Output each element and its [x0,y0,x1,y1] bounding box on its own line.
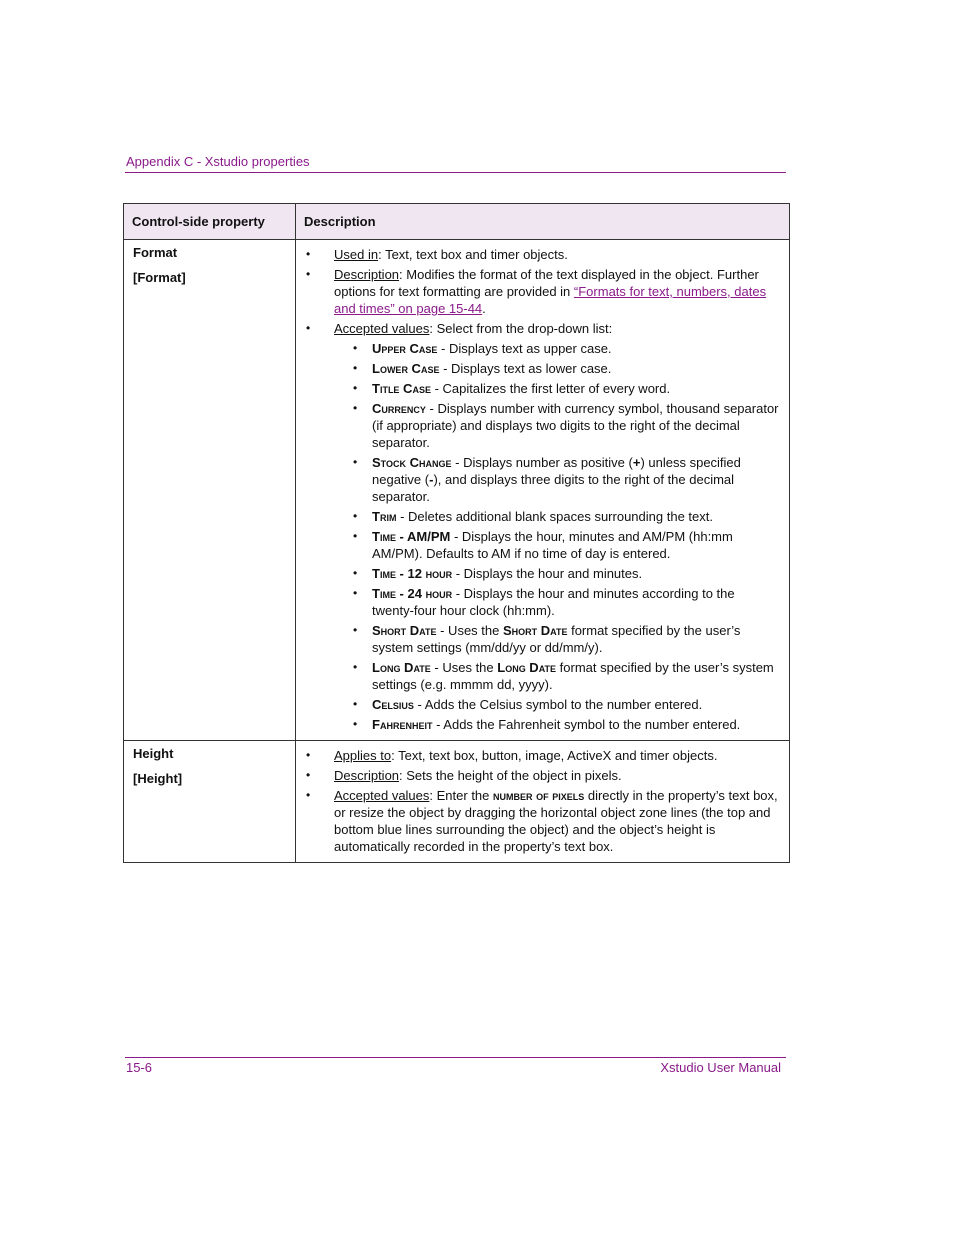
running-header: Appendix C - Xstudio properties [126,154,310,169]
property-name: Format [133,245,178,260]
list-item: • Applies to: Text, text box, button, image, ActiveX and timer objects. [306,748,718,763]
option-lower-case: • Lower Case - Displays text as lower case. [353,361,612,376]
property-cell-format [124,240,296,741]
list-item: • Description: Sets the height of the object in pixels. [306,768,622,783]
table-row-format [124,240,790,741]
option-long-date: • Long Date - Uses the Long Date format specified by the user’s system settings (e.g. mmmm dd, yyyy). [353,660,774,692]
property-tag: [Height] [133,771,183,786]
list-item: • Accepted values: Enter the number of pixels directly in the property’s text box, or resize the object by dragging the horizontal object zone lines (the top and bottom blue lines surrounding the object) and the object’s height is automatically recorded in the property’s text box. [306,788,778,854]
description-cell-height [296,741,790,863]
option-trim: • Trim - Deletes additional blank spaces surrounding the text. [353,509,713,524]
table-header-row [124,204,790,240]
properties-table [123,203,790,863]
page-number: 15-6 [126,1060,153,1075]
option-time-ampm: • Time - AM/PM - Displays the hour, minutes and AM/PM (hh:mm AM/PM). Defaults to AM if no time of day is entered. [353,529,733,561]
list-item: • Accepted values: Select from the drop-down list: • Upper Case - Displays text as upper case. • Lower Case - Displays text as lower case. • Title Case - Capitalizes the first letter of every word. • Currency - Displays number with currency symbol, thousand separator (if appropriate) and displays two digits to the right of the decimal separator. • Stock Change - Displays number as positive (+) unless specified negative (-), and displays three digits to the right of the decimal separator. • Trim - Deletes additional blank spaces surrounding the text. • Time - AM/PM - Displays the hour, minutes and AM/PM (hh:mm AM/PM). Defaults to AM if no time of day is entered. • Time - 12 hour - Displays the hour and minutes. • Time - 24 hour - Displays the hour and minutes according to the twenty-four hour clock (hh:mm). • Short Date - Uses the Short Date format specified by the user’s system settings (mm/dd/yy or dd/mm/y). • Long Date - Uses the Long Date format specified by the user’s system settings (e.g. mmmm dd, yyyy). • Celsius - Adds the Celsius symbol to the number entered. • Fahrenheit - Adds the Fahrenheit symbol to the number entered. [306,321,779,732]
option-title-case: • Title Case - Capitalizes the first letter of every word. [353,381,671,396]
property-cell-height [124,741,296,863]
option-time-12-hour: • Time - 12 hour - Displays the hour and minutes. [353,566,643,581]
option-celsius: • Celsius - Adds the Celsius symbol to the number entered. [353,697,703,712]
option-upper-case: • Upper Case - Displays text as upper case. [353,341,612,356]
column-header-property: Control-side property [124,204,296,240]
column-header-description: Description [296,204,790,240]
option-time-24-hour: • Time - 24 hour - Displays the hour and minutes according to the twenty-four hour clock (hh:mm). [353,586,735,618]
list-item: • Used in: Text, text box and timer objects. [306,247,568,262]
option-currency: • Currency - Displays number with currency symbol, thousand separator (if appropriate) and displays two digits to the right of the decimal separator. [353,401,779,450]
manual-title: Xstudio User Manual [660,1060,781,1075]
option-fahrenheit: • Fahrenheit - Adds the Fahrenheit symbol to the number entered. [353,717,741,732]
formats-crossref-link[interactable]: “Formats for text, numbers, dates and times” on page 15-44 [334,284,767,316]
option-short-date: • Short Date - Uses the Short Date format specified by the user’s system settings (mm/dd/yy or dd/mm/y). [353,623,741,655]
footer-rule [125,1057,786,1058]
table-row-height [124,741,790,863]
description-cell-format [296,240,790,741]
property-name: Height [133,746,174,761]
option-stock-change: • Stock Change - Displays number as positive (+) unless specified negative (-), and displays three digits to the right of the decimal separator. [353,455,741,504]
property-tag: [Format] [133,270,186,285]
list-item: • Description: Modifies the format of the text displayed in the object. Further options for text formatting are provided in “Formats for text, numbers, dates and times” on page 15-44. [306,267,767,316]
header-rule [125,172,786,173]
